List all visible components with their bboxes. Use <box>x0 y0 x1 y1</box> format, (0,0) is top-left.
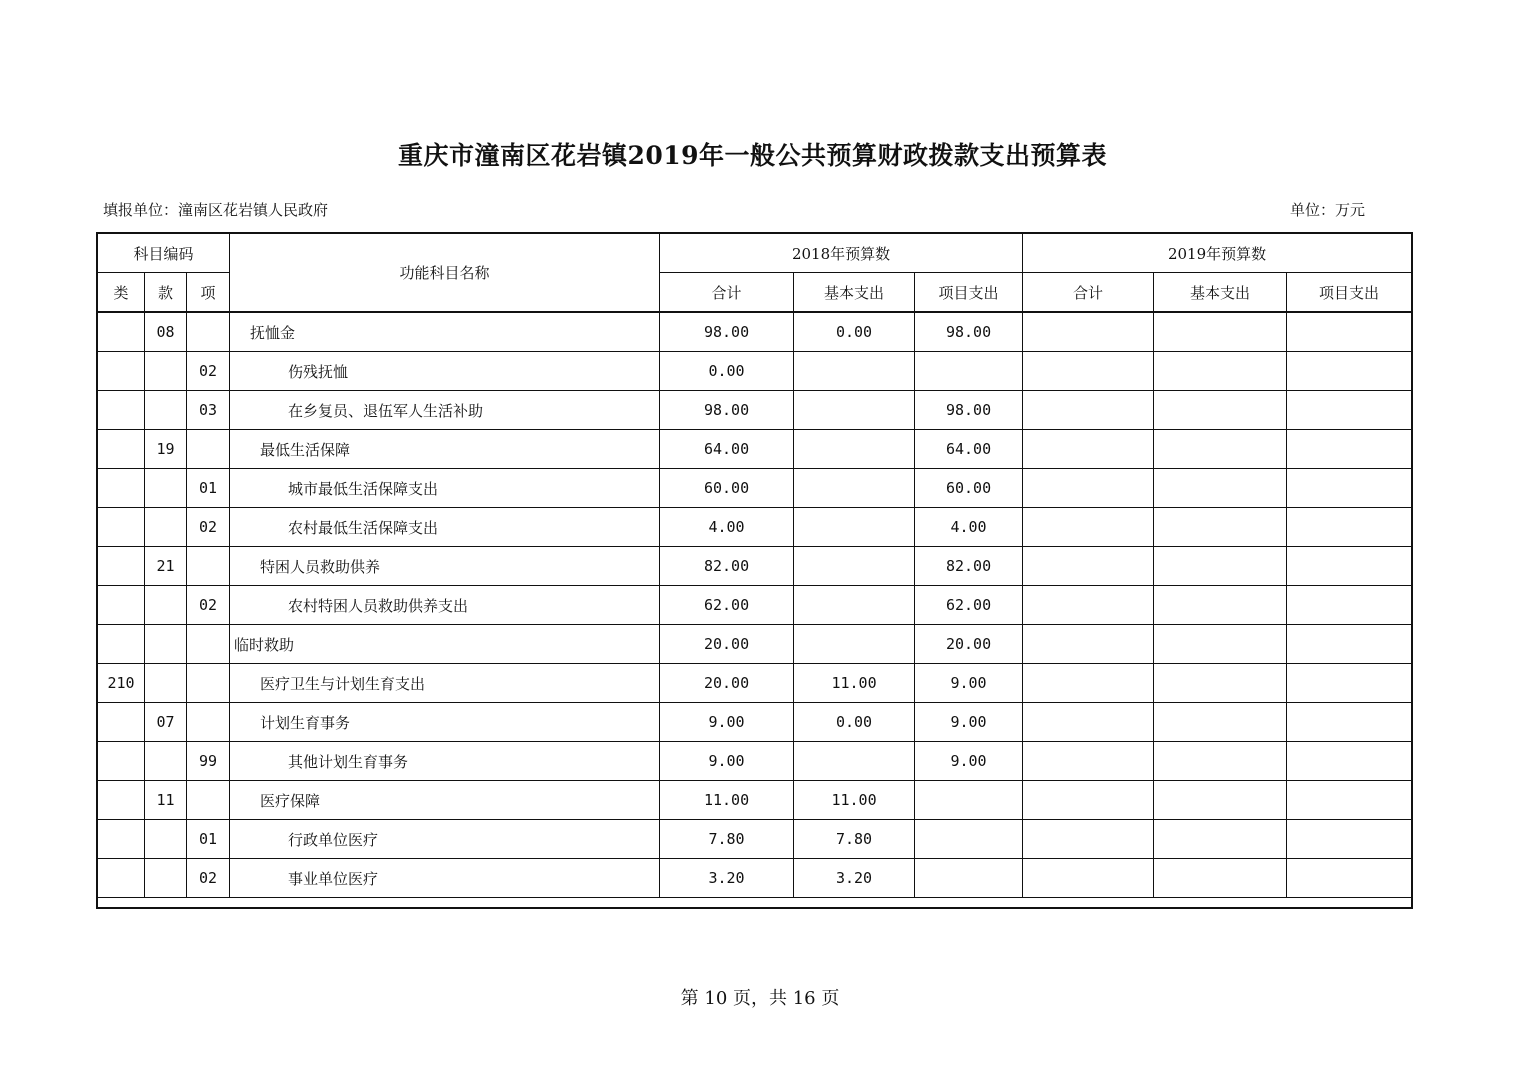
cell-project-2019 <box>1287 469 1412 508</box>
cell-basic-2018: 0.00 <box>794 703 915 742</box>
cell-project-2019 <box>1287 508 1412 547</box>
table-row <box>98 820 1412 859</box>
cell-project-2018: 82.00 <box>915 547 1023 586</box>
cell-basic-2019 <box>1154 586 1287 625</box>
cell-total-2019 <box>1023 586 1154 625</box>
cell-xiang: 03 <box>187 391 230 430</box>
cell-total-2018: 62.00 <box>660 586 794 625</box>
cell-function-name: 其他计划生育事务 <box>230 742 660 781</box>
cell-lei <box>98 859 145 898</box>
cell-basic-2019 <box>1154 469 1287 508</box>
cell-xiang: 02 <box>187 508 230 547</box>
cell-total-2018: 60.00 <box>660 469 794 508</box>
cell-project-2019 <box>1287 859 1412 898</box>
cell-total-2019 <box>1023 469 1154 508</box>
cell-lei <box>98 547 145 586</box>
cell-xiang <box>187 625 230 664</box>
cell-function-name: 医疗卫生与计划生育支出 <box>230 664 660 703</box>
cell-xiang <box>187 781 230 820</box>
cell-kuan <box>145 469 187 508</box>
cell-kuan <box>145 859 187 898</box>
cell-basic-2018: 11.00 <box>794 664 915 703</box>
table-row <box>98 430 1412 469</box>
cell-total-2018: 11.00 <box>660 781 794 820</box>
cell-total-2019 <box>1023 820 1154 859</box>
currency-unit: 单位：万元 <box>1290 201 1366 219</box>
cell-project-2018: 9.00 <box>915 703 1023 742</box>
cell-basic-2018 <box>794 742 915 781</box>
cell-kuan <box>145 664 187 703</box>
cell-basic-2019 <box>1154 547 1287 586</box>
cell-total-2019 <box>1023 547 1154 586</box>
header-project-2019: 项目支出 <box>1287 273 1412 313</box>
cell-total-2018: 20.00 <box>660 625 794 664</box>
cell-project-2019 <box>1287 430 1412 469</box>
header-subject-code: 科目编码 <box>98 234 230 273</box>
page-footer: 第 10 页，共 16 页 <box>680 988 840 1009</box>
cell-total-2018: 20.00 <box>660 664 794 703</box>
table-row <box>98 742 1412 781</box>
cell-total-2019 <box>1023 508 1154 547</box>
header-budget-2019: 2019年预算数 <box>1023 234 1412 273</box>
cell-project-2018: 64.00 <box>915 430 1023 469</box>
cell-function-name: 抚恤金 <box>230 312 660 352</box>
cell-total-2019 <box>1023 430 1154 469</box>
cell-basic-2018: 7.80 <box>794 820 915 859</box>
cell-total-2018: 9.00 <box>660 703 794 742</box>
cell-xiang <box>187 430 230 469</box>
header-kuan: 款 <box>145 273 187 313</box>
header-basic-2018: 基本支出 <box>794 273 915 313</box>
cell-function-name: 特困人员救助供养 <box>230 547 660 586</box>
cell-basic-2018 <box>794 430 915 469</box>
header-lei: 类 <box>98 273 145 313</box>
cell-basic-2018: 11.00 <box>794 781 915 820</box>
page-title: 重庆市潼南区花岩镇2019年一般公共预算财政拨款支出预算表 <box>397 141 1108 170</box>
cell-lei: 210 <box>98 664 145 703</box>
cell-function-name: 医疗保障 <box>230 781 660 820</box>
cell-kuan <box>145 820 187 859</box>
cell-function-name: 计划生育事务 <box>230 703 660 742</box>
table-row <box>98 781 1412 820</box>
cell-total-2019 <box>1023 703 1154 742</box>
cell-total-2018: 0.00 <box>660 352 794 391</box>
cell-kuan: 19 <box>145 430 187 469</box>
cell-basic-2019 <box>1154 664 1287 703</box>
cell-basic-2019 <box>1154 430 1287 469</box>
table-row <box>98 664 1412 703</box>
cell-basic-2019 <box>1154 781 1287 820</box>
cell-project-2018: 98.00 <box>915 391 1023 430</box>
cell-basic-2019 <box>1154 820 1287 859</box>
cell-total-2019 <box>1023 781 1154 820</box>
table-header-row-1 <box>98 234 1412 273</box>
cell-kuan <box>145 352 187 391</box>
cell-lei <box>98 391 145 430</box>
cell-kuan: 07 <box>145 703 187 742</box>
cell-function-name: 伤残抚恤 <box>230 352 660 391</box>
cell-project-2019 <box>1287 391 1412 430</box>
table-row <box>98 312 1412 352</box>
cell-basic-2018 <box>794 508 915 547</box>
cell-project-2019 <box>1287 547 1412 586</box>
cell-lei <box>98 430 145 469</box>
cell-lei <box>98 781 145 820</box>
header-total-2018: 合计 <box>660 273 794 313</box>
reporting-unit: 填报单位：潼南区花岩镇人民政府 <box>103 201 329 219</box>
cell-project-2019 <box>1287 781 1412 820</box>
cell-xiang <box>187 547 230 586</box>
header-function-name: 功能科目名称 <box>230 234 660 313</box>
table-row <box>98 547 1412 586</box>
cell-total-2018: 82.00 <box>660 547 794 586</box>
cell-lei <box>98 820 145 859</box>
cell-project-2019 <box>1287 742 1412 781</box>
cell-total-2018: 3.20 <box>660 859 794 898</box>
cell-kuan: 11 <box>145 781 187 820</box>
header-total-2019: 合计 <box>1023 273 1154 313</box>
cell-project-2019 <box>1287 625 1412 664</box>
cell-total-2018: 9.00 <box>660 742 794 781</box>
cell-xiang: 99 <box>187 742 230 781</box>
cell-function-name: 最低生活保障 <box>230 430 660 469</box>
cell-basic-2018 <box>794 547 915 586</box>
cell-project-2018: 60.00 <box>915 469 1023 508</box>
cell-total-2018: 64.00 <box>660 430 794 469</box>
cell-lei <box>98 742 145 781</box>
table-row <box>98 469 1412 508</box>
table-row <box>98 586 1412 625</box>
cell-lei <box>98 703 145 742</box>
cell-project-2019 <box>1287 820 1412 859</box>
cell-total-2018: 4.00 <box>660 508 794 547</box>
cell-kuan <box>145 508 187 547</box>
cell-basic-2018: 0.00 <box>794 312 915 352</box>
cell-lei <box>98 469 145 508</box>
cell-xiang <box>187 664 230 703</box>
cell-basic-2019 <box>1154 312 1287 352</box>
cell-project-2019 <box>1287 312 1412 352</box>
cell-basic-2019 <box>1154 742 1287 781</box>
cell-function-name: 在乡复员、退伍军人生活补助 <box>230 391 660 430</box>
table-row <box>98 508 1412 547</box>
cell-basic-2019 <box>1154 859 1287 898</box>
cell-project-2018: 20.00 <box>915 625 1023 664</box>
cell-function-name: 农村最低生活保障支出 <box>230 508 660 547</box>
header-basic-2019: 基本支出 <box>1154 273 1287 313</box>
cell-project-2018: 4.00 <box>915 508 1023 547</box>
cell-project-2019 <box>1287 664 1412 703</box>
cell-kuan <box>145 586 187 625</box>
cell-function-name: 临时救助 <box>230 625 660 664</box>
cell-lei <box>98 625 145 664</box>
cell-kuan: 21 <box>145 547 187 586</box>
cell-kuan: 08 <box>145 312 187 352</box>
cell-function-name: 城市最低生活保障支出 <box>230 469 660 508</box>
cell-xiang: 02 <box>187 586 230 625</box>
cell-total-2019 <box>1023 312 1154 352</box>
cell-kuan <box>145 391 187 430</box>
cell-basic-2018 <box>794 469 915 508</box>
cell-function-name: 行政单位医疗 <box>230 820 660 859</box>
cell-function-name: 事业单位医疗 <box>230 859 660 898</box>
cell-basic-2018 <box>794 586 915 625</box>
table-row <box>98 352 1412 391</box>
cell-kuan <box>145 625 187 664</box>
cell-total-2018: 98.00 <box>660 391 794 430</box>
cell-basic-2019 <box>1154 625 1287 664</box>
cell-xiang: 02 <box>187 352 230 391</box>
cell-total-2019 <box>1023 859 1154 898</box>
cell-project-2018: 98.00 <box>915 312 1023 352</box>
cell-project-2018: 9.00 <box>915 742 1023 781</box>
cell-total-2019 <box>1023 625 1154 664</box>
cell-total-2018: 7.80 <box>660 820 794 859</box>
cell-xiang: 01 <box>187 469 230 508</box>
cell-xiang: 02 <box>187 859 230 898</box>
table-row <box>98 625 1412 664</box>
header-project-2018: 项目支出 <box>915 273 1023 313</box>
cell-basic-2019 <box>1154 391 1287 430</box>
table-row <box>98 703 1412 742</box>
header-xiang: 项 <box>187 273 230 313</box>
cell-project-2018 <box>915 352 1023 391</box>
cell-total-2019 <box>1023 742 1154 781</box>
cell-total-2019 <box>1023 664 1154 703</box>
cell-basic-2019 <box>1154 703 1287 742</box>
cell-lei <box>98 312 145 352</box>
cell-total-2019 <box>1023 391 1154 430</box>
table-row <box>98 859 1412 898</box>
cell-total-2018: 98.00 <box>660 312 794 352</box>
cell-lei <box>98 586 145 625</box>
cell-function-name: 农村特困人员救助供养支出 <box>230 586 660 625</box>
cell-project-2018: 62.00 <box>915 586 1023 625</box>
cell-lei <box>98 508 145 547</box>
cell-project-2019 <box>1287 703 1412 742</box>
cell-basic-2018 <box>794 352 915 391</box>
cell-kuan <box>145 742 187 781</box>
cell-basic-2018 <box>794 625 915 664</box>
cell-xiang <box>187 312 230 352</box>
cell-project-2019 <box>1287 352 1412 391</box>
cell-project-2018 <box>915 781 1023 820</box>
table-row <box>98 391 1412 430</box>
cell-xiang <box>187 703 230 742</box>
cell-basic-2019 <box>1154 352 1287 391</box>
header-budget-2018: 2018年预算数 <box>660 234 1023 273</box>
cell-project-2018 <box>915 820 1023 859</box>
cell-basic-2018: 3.20 <box>794 859 915 898</box>
cell-xiang: 01 <box>187 820 230 859</box>
cell-lei <box>98 352 145 391</box>
cell-total-2019 <box>1023 352 1154 391</box>
cell-basic-2018 <box>794 391 915 430</box>
cell-project-2019 <box>1287 586 1412 625</box>
cell-project-2018: 9.00 <box>915 664 1023 703</box>
cell-project-2018 <box>915 859 1023 898</box>
budget-table <box>97 233 1412 898</box>
cell-basic-2019 <box>1154 508 1287 547</box>
